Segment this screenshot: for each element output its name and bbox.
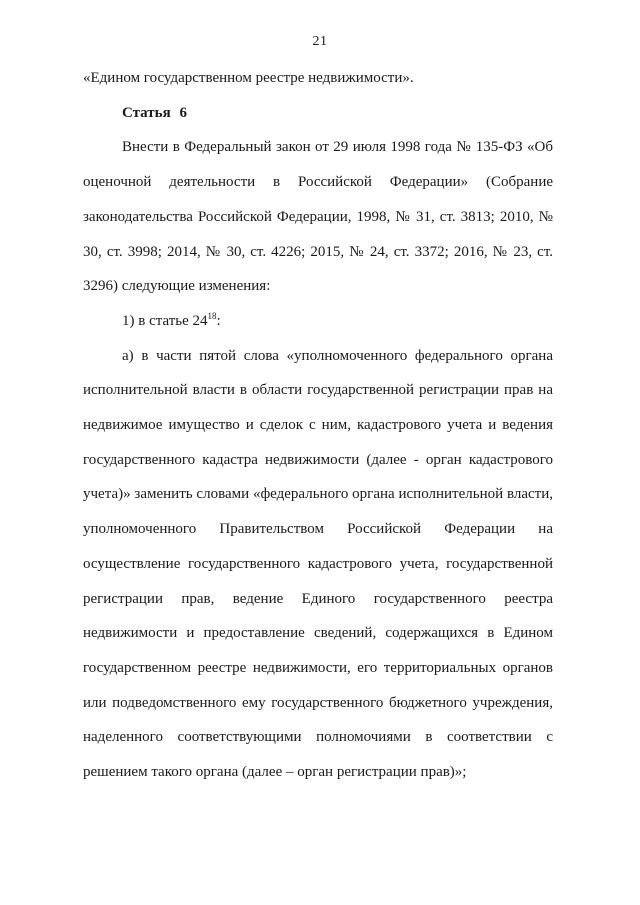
continuation-paragraph: «Едином государственном реестре недвижимости».	[83, 70, 414, 86]
item-1a-paragraph: а) в части пятой слова «уполномоченного федерального органа исполнительной власти в области государственной регистрации прав на недвижимое имущество и сделок с ним, кадастрового учета и ведения государственного кадастра недвижимости (далее - орган кадастрового учета)» заменить словами «федерального органа исполнительной власти, уполномоченного Правительством Российской Федерации на осуществление государственного кадастрового учета, государственной регистрации прав, ведение Единого государственного реестра недвижимости и предоставление сведений, содержащихся в Едином государственном реестре недвижимости, его территориальных органов или подведомственного ему государственного бюджетного учреждения, наделенного соответствующими полномочиями в соответствии с решением такого органа (далее – орган регистрации прав)»;	[83, 347, 553, 781]
item-1-colon: :	[216, 312, 221, 329]
item-1-text: 1) в статье 24	[122, 312, 208, 329]
article-heading: Статья 6	[122, 104, 187, 121]
document-body	[83, 61, 553, 790]
page-number: 21	[312, 34, 328, 49]
item-1-superscript: 18	[207, 310, 217, 321]
item-1-paragraph	[83, 304, 553, 339]
intro-paragraph: Внести в Федеральный закон от 29 июля 1998 года № 135-ФЗ «Об оценочной деятельности в Российской Федерации» (Собрание законодательства Российской Федерации, 1998, № 31, ст. 3813; 2010, № 30, ст. 3998; 2014, № 30, ст. 4226; 2015, № 24, ст. 3372; 2016, № 23, ст. 3296) следующие изменения:	[83, 139, 553, 295]
